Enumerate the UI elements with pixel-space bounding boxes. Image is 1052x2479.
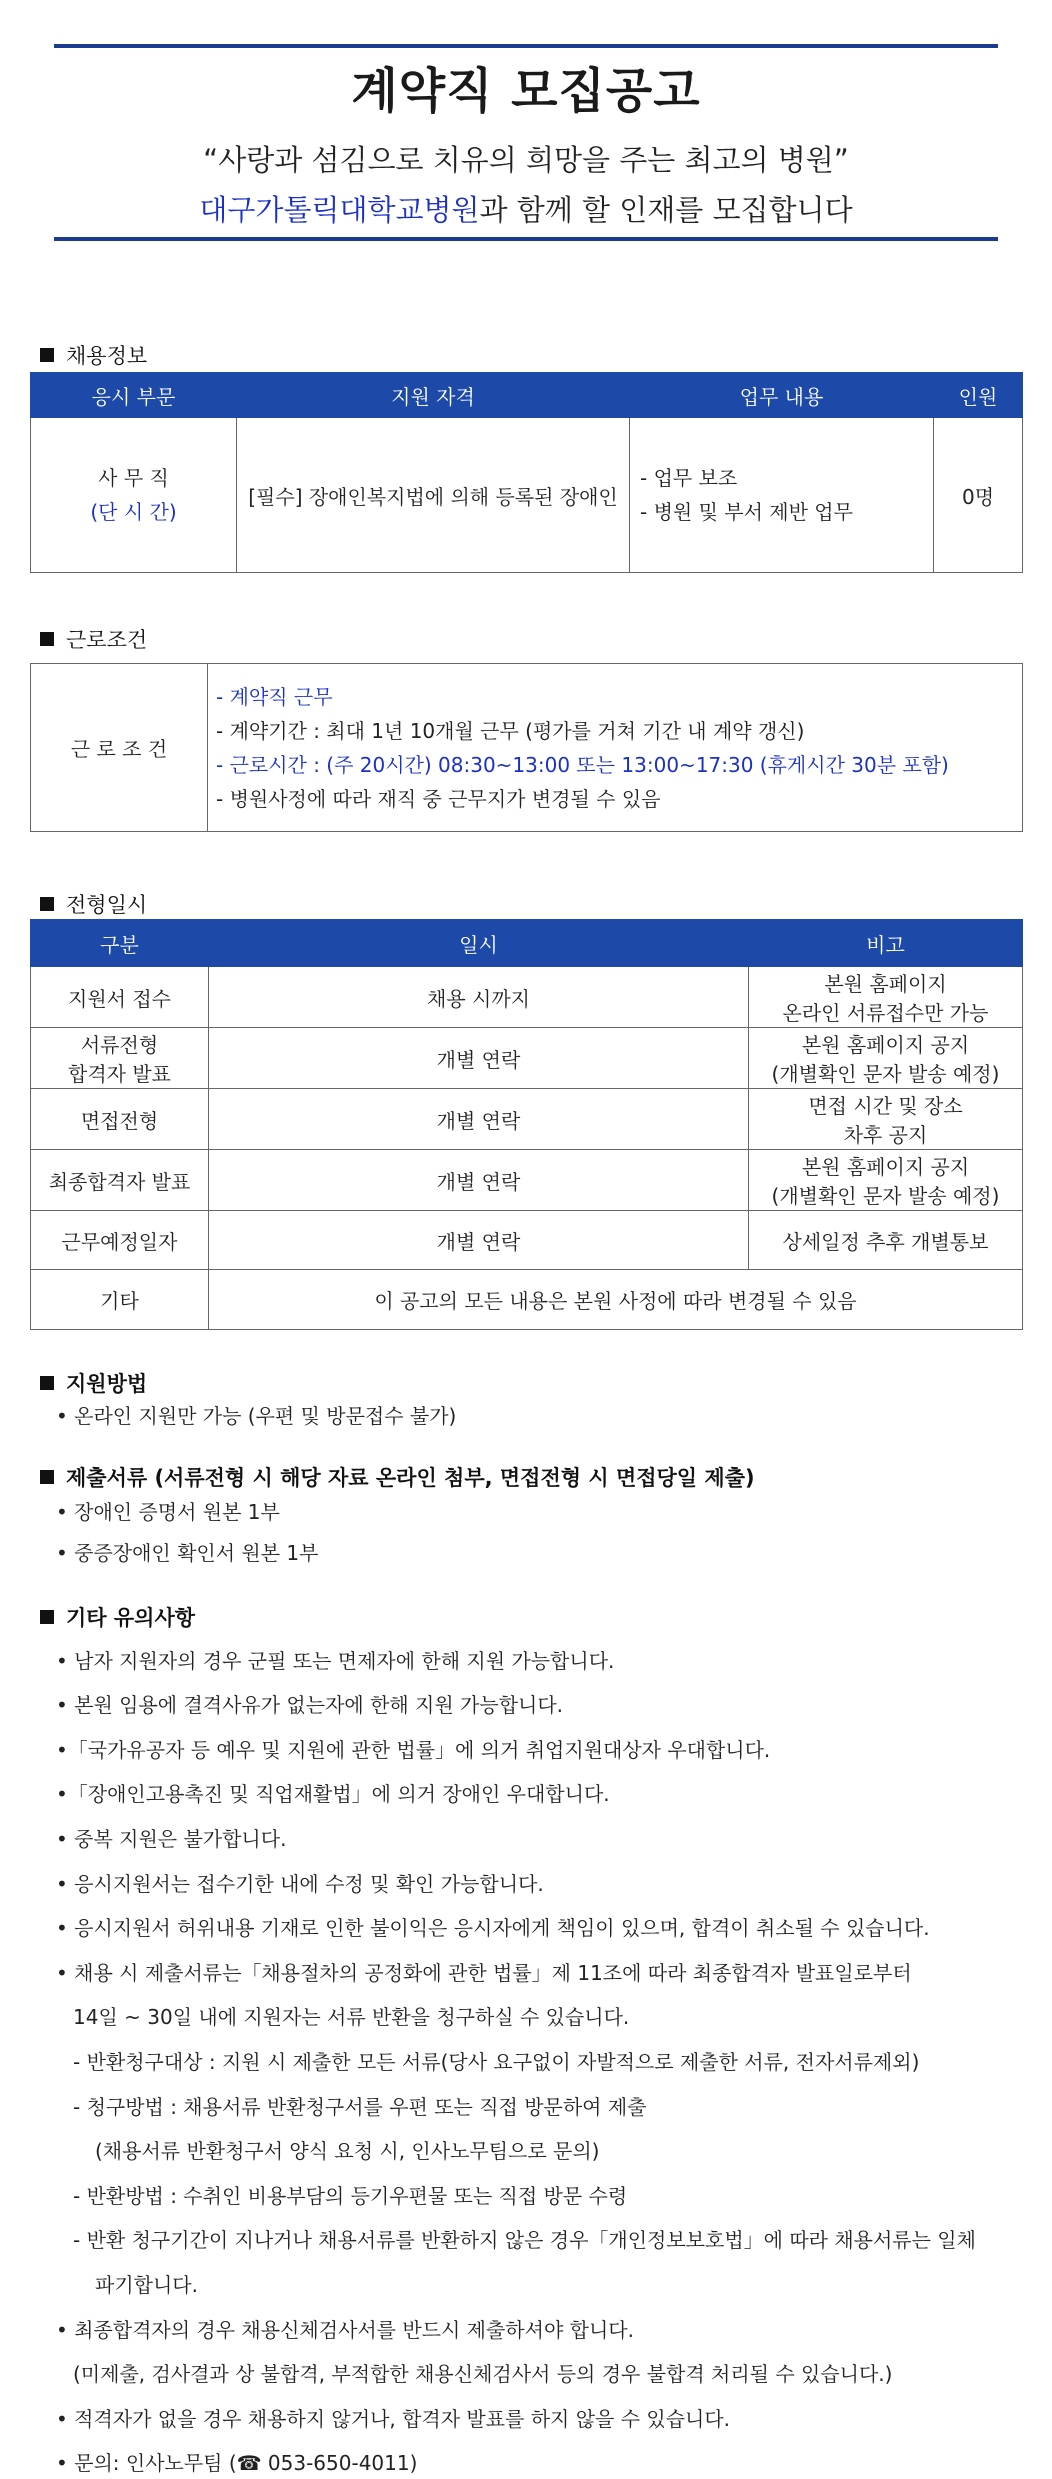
header-top-rule — [54, 44, 998, 48]
square-bullet-icon — [40, 1610, 54, 1624]
list-item: (채용서류 반환청구서 양식 요청 시, 인사노무팀으로 문의) — [95, 2139, 600, 2163]
header-cell: 일시 — [209, 920, 749, 967]
count-cell: 0명 — [934, 418, 1023, 573]
table-row: 기타 이 공고의 모든 내용은 본원 사정에 따라 변경될 수 있음 — [31, 1270, 1023, 1330]
list-item: (미제출, 검사결과 상 불합격, 부적합한 채용신체검사서 등의 경우 불합격 처리될 수 있습니다.) — [73, 2362, 893, 2386]
header-cell: 비고 — [749, 920, 1023, 967]
section-recruitment: 채용정보 — [40, 340, 147, 370]
list-item: • 적격자가 없을 경우 채용하지 않거나, 합격자 발표를 하지 않을 수 있습니다. — [56, 2407, 731, 2431]
qualification-cell: [필수] 장애인복지법에 의해 등록된 장애인 — [237, 418, 630, 573]
list-item: • 최종합격자의 경우 채용신체검사서를 반드시 제출하셔야 합니다. — [56, 2318, 634, 2342]
recruit-text: 과 함께 할 인재를 모집합니다 — [479, 193, 853, 227]
position-cell: 사 무 직 (단 시 간) — [31, 418, 237, 573]
table-row: 서류전형 합격자 발표 개별 연락 본원 홈페이지 공지 (개별확인 문자 발송 예정) — [31, 1028, 1023, 1089]
recruitment-table — [30, 372, 1023, 573]
list-item: 파기합니다. — [95, 2273, 198, 2297]
schedule-table — [30, 919, 1023, 1330]
header-cell: 업무 내용 — [630, 373, 934, 418]
list-item: •「장애인고용촉진 및 직업재활법」에 의거 장애인 우대합니다. — [56, 1782, 610, 1806]
table-row: 면접전형 개별 연락 면접 시간 및 장소 차후 공지 — [31, 1089, 1023, 1150]
header-cell: 인원 — [934, 373, 1023, 418]
page-title: 계약직 모집공고 — [351, 63, 701, 119]
section-apply: 지원방법 — [40, 1368, 147, 1398]
list-item: • 문의: 인사노무팀 (☎ 053-650-4011) — [56, 2451, 418, 2475]
list-item: • 온라인 지원만 가능 (우편 및 방문접수 불가) — [56, 1404, 457, 1428]
header-cell: 구분 — [31, 920, 209, 967]
table-row: 최종합격자 발표 개별 연락 본원 홈페이지 공지 (개별확인 문자 발송 예정) — [31, 1150, 1023, 1211]
header-cell: 응시 부문 — [31, 373, 237, 418]
list-item: - 반환 청구기간이 지나거나 채용서류를 반환하지 않은 경우「개인정보보호법」에 따라 채용서류는 일체 — [73, 2228, 976, 2252]
square-bullet-icon — [40, 897, 54, 911]
square-bullet-icon — [40, 1376, 54, 1390]
section-schedule: 전형일시 — [40, 889, 147, 919]
list-item: - 청구방법 : 채용서류 반환청구서를 우편 또는 직접 방문하여 제출 — [73, 2095, 647, 2119]
recruit-line — [0, 188, 1052, 229]
header-bottom-rule — [54, 237, 998, 241]
conditions-table — [30, 663, 1023, 832]
list-item: • 장애인 증명서 원본 1부 — [56, 1500, 280, 1524]
section-documents: 제출서류 (서류전형 시 해당 자료 온라인 첨부, 면접전형 시 면접당일 제출) — [40, 1462, 755, 1492]
conditions-detail: - 계약직 근무 - 계약기간 : 최대 1년 10개월 근무 (평가를 거쳐 기간 내 계약 갱신) - 근로시간 : (주 20시간) 08:30~13:00 또는 13:00~17:30 (휴게시간 30분 포함) - 병원사정에 따라 재직 중 근무지가 변경될 수 있음 — [208, 664, 1023, 832]
header-cell: 지원 자격 — [237, 373, 630, 418]
list-item: • 응시지원서는 접수기한 내에 수정 및 확인 가능합니다. — [56, 1872, 544, 1896]
list-item: • 남자 지원자의 경우 군필 또는 면제자에 한해 지원 가능합니다. — [56, 1649, 615, 1673]
list-item: - 반환청구대상 : 지원 시 제출한 모든 서류(당사 요구없이 자발적으로 제출한 서류, 전자서류제외) — [73, 2050, 920, 2074]
square-bullet-icon — [40, 1470, 54, 1484]
conditions-label: 근 로 조 건 — [31, 664, 208, 832]
square-bullet-icon — [40, 632, 54, 646]
list-item: 14일 ~ 30일 내에 지원자는 서류 반환을 청구하실 수 있습니다. — [73, 2005, 630, 2029]
section-conditions: 근로조건 — [40, 624, 147, 654]
list-item: •「국가유공자 등 예우 및 지원에 관한 법률」에 의거 취업지원대상자 우대합니다. — [56, 1738, 771, 1762]
list-item: - 반환방법 : 수취인 비용부담의 등기우편물 또는 직접 방문 수령 — [73, 2184, 628, 2208]
slogan: “사랑과 섬김으로 치유의 희망을 주는 최고의 병원” — [203, 143, 849, 177]
hospital-name: 대구가톨릭대학교병원 — [199, 193, 480, 227]
table-row: 지원서 접수 채용 시까지 본원 홈페이지 온라인 서류접수만 가능 — [31, 967, 1023, 1028]
list-item: • 채용 시 제출서류는「채용절차의 공정화에 관한 법률」제 11조에 따라 최종합격자 발표일로부터 — [56, 1961, 912, 1985]
list-item: • 응시지원서 허위내용 기재로 인한 불이익은 응시자에게 책임이 있으며, 합격이 취소될 수 있습니다. — [56, 1916, 930, 1940]
list-item: • 본원 임용에 결격사유가 없는자에 한해 지원 가능합니다. — [56, 1693, 564, 1717]
list-item: • 중증장애인 확인서 원본 1부 — [56, 1541, 319, 1565]
table-row: 근무예정일자 개별 연락 상세일정 추후 개별통보 — [31, 1211, 1023, 1270]
duty-cell: - 업무 보조 - 병원 및 부서 제반 업무 — [630, 418, 934, 573]
square-bullet-icon — [40, 348, 54, 362]
list-item: • 중복 지원은 불가합니다. — [56, 1827, 287, 1851]
section-notes: 기타 유의사항 — [40, 1602, 195, 1632]
